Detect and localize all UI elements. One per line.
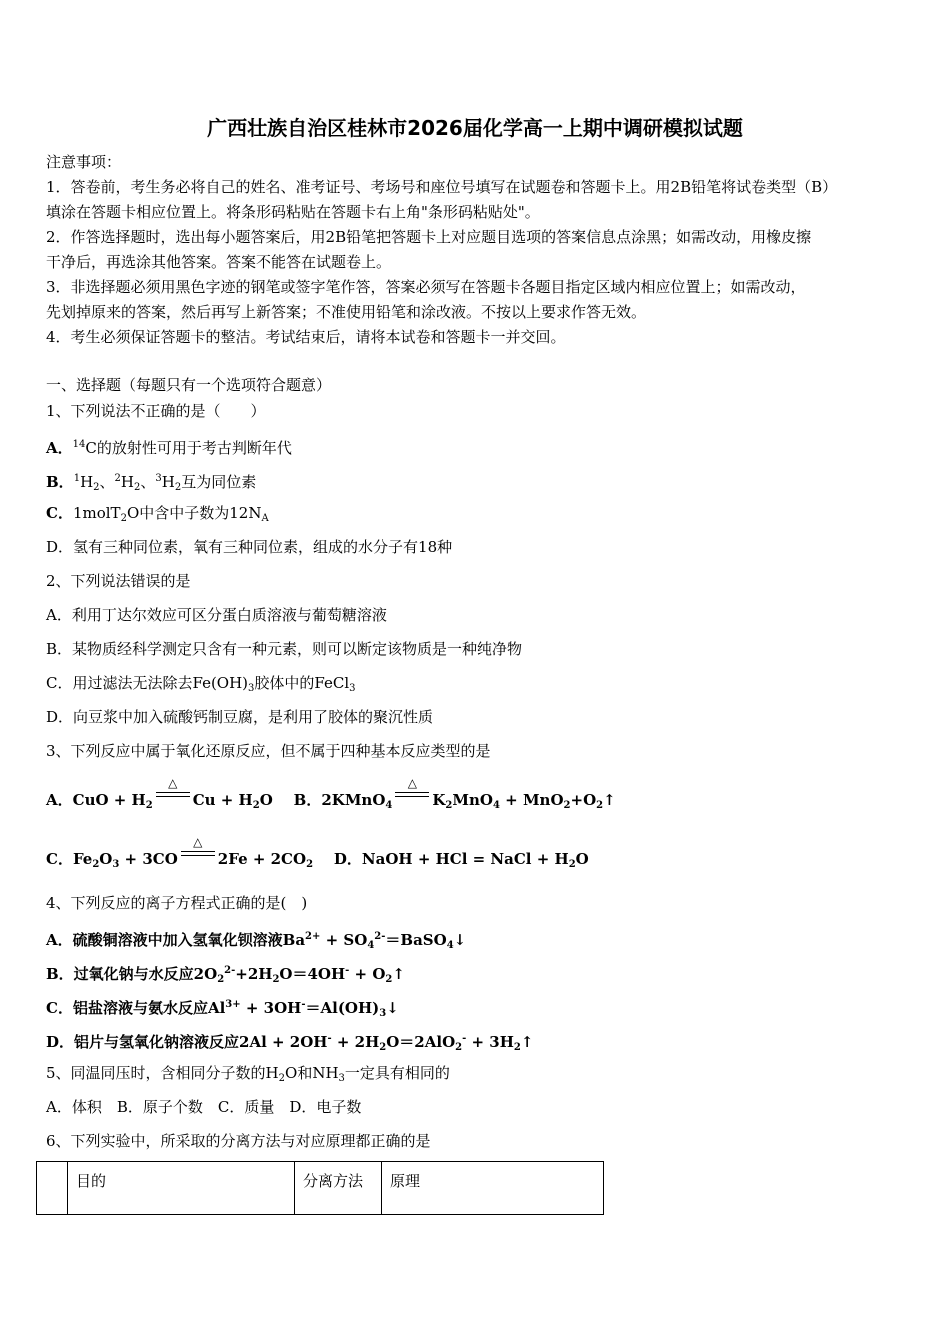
notice-line: 2．作答选择题时，选出每小题答案后，用2B铅笔把答题卡上对应题目选项的答案信息点涂黑；如需改动，用橡皮擦 xyxy=(46,228,812,246)
notice-line: 1．答卷前，考生务必将自己的姓名、准考证号、考场号和座位号填写在试题卷和答题卡上。用2B铅笔将试卷类型（B） xyxy=(46,178,838,196)
notice-line: 填涂在答题卡相应位置上。将条形码粘贴在答题卡右上角"条形码粘贴处"。 xyxy=(46,203,540,221)
question-5-stem: 5、同温同压时，含相同分子数的$H_2O$和$NH_3$一定具有相同的 xyxy=(46,1064,450,1084)
question-5-options: A．体积 B．原子个数 C．质量 D．电子数 xyxy=(46,1098,362,1116)
question-1-option-d: D．氢有三种同位素，氧有三种同位素，组成的水分子有18种 xyxy=(46,538,453,556)
table-header-cell: 原理 xyxy=(382,1162,604,1215)
question-3-stem: 3、下列反应中属于氧化还原反应，但不属于四种基本反应类型的是 xyxy=(46,742,491,760)
question-1-option-b: B．$^1H_2$、$^2H_2$、$^3H_2$互为同位素 xyxy=(46,473,257,493)
question-1-stem: 1、下列说法不正确的是（ ） xyxy=(46,402,266,420)
notice-heading: 注意事项： xyxy=(46,153,122,171)
notice-line: 先划掉原来的答案，然后再写上新答案；不准使用铅笔和涂改液。不按以上要求作答无效。 xyxy=(46,303,647,321)
table-header-cell: 目的 xyxy=(68,1162,295,1215)
table-header-cell: 分离方法 xyxy=(295,1162,382,1215)
question-4-option-a: A．硫酸铜溶液中加入氢氧化钡溶液$Ba^{2+}$ + $SO_4^{2-}=BaSO_4↓$ xyxy=(46,931,467,951)
separation-table xyxy=(36,1161,604,1215)
notice-line: 3．非选择题必须用黑色字迹的钢笔或签字笔作答，答案必须写在答题卡各题目指定区域内相应位置上；如需改动， xyxy=(46,278,806,296)
question-2-option-d: D．向豆浆中加入硫酸钙制豆腐，是利用了胶体的聚沉性质 xyxy=(46,708,434,726)
exam-title: 广西壮族自治区桂林市2026届化学高一上期中调研模拟试题 xyxy=(207,116,743,140)
question-3-options-ab: A．CuO + $H_2$ △ $Cu + H_2O$ B．2KMnO$_4$ △ $K_2MnO_4$ + $MnO_2+O_2↑$ xyxy=(46,776,616,811)
table-row xyxy=(37,1162,604,1215)
section-heading: 一、选择题（每题只有一个选项符合题意） xyxy=(46,376,332,394)
question-4-option-d: D．铝片与氢氧化钠溶液反应$2Al + 2OH^- + 2H_2O=2AlO_2^-$ + $3H_2↑$ xyxy=(46,1033,534,1053)
question-3-options-cd: C．$Fe_2O_3 + 3CO$ △ $2Fe + 2CO_2$ D．NaOH + HCl = NaCl + $H_2O$ xyxy=(46,835,589,870)
question-2-option-b: B．某物质经科学测定只含有一种元素，则可以断定该物质是一种纯净物 xyxy=(46,640,523,658)
question-2-stem: 2、下列说法错误的是 xyxy=(46,572,191,590)
question-2-option-a: A．利用丁达尔效应可区分蛋白质溶液与葡萄糖溶液 xyxy=(46,606,387,624)
question-4-stem: 4、下列反应的离子方程式正确的是( ) xyxy=(46,894,308,912)
question-1-option-c: C．1molT$_2$O中含中子数为$12N_A$ xyxy=(46,504,269,524)
table-header-cell xyxy=(37,1162,68,1215)
notice-line: 干净后，再选涂其他答案。答案不能答在试题卷上。 xyxy=(46,253,392,271)
question-1-option-a: A．$^{14}$C的放射性可用于考古判断年代 xyxy=(46,439,292,457)
notice-line: 4．考生必须保证答题卡的整洁。考试结束后，请将本试卷和答题卡一并交回。 xyxy=(46,328,566,346)
question-2-option-c: C．用过滤法无法除去$Fe(OH)_3$胶体中的FeCl$_3$ xyxy=(46,674,356,694)
heat-condition: △ xyxy=(395,787,429,803)
heat-condition: △ xyxy=(181,846,215,862)
heat-condition: △ xyxy=(156,787,190,803)
question-4-option-b: B．过氧化钠与水反应$2O_2^{2-}+2H_2O=4OH^-$ + $O_2↑$ xyxy=(46,965,405,985)
question-4-option-c: C．铝盐溶液与氨水反应$Al^{3+}$ + $3OH^-=Al(OH)_3↓$ xyxy=(46,999,399,1019)
question-6-stem: 6、下列实验中，所采取的分离方法与对应原理都正确的是 xyxy=(46,1132,431,1150)
